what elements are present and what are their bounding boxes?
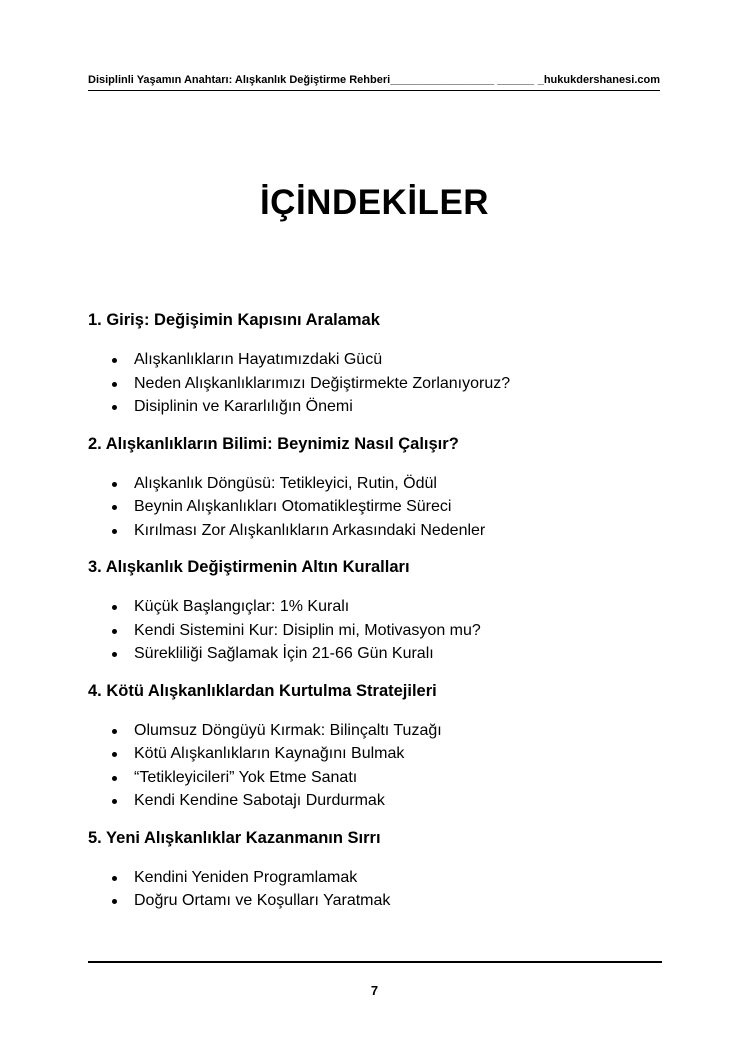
toc-item-list [88,866,668,913]
header-book-title: Disiplinli Yaşamın Anahtarı: Alışkanlık Değiştirme Rehberi_________________ ______ [88,74,534,86]
table-of-contents [88,308,668,926]
toc-item [88,348,668,372]
toc-item-label: Beynin Alışkanlıkları Otomatikleştirme Süreci [134,498,452,515]
toc-item [88,519,668,543]
toc-item-label: Kendini Yeniden Programlamak [134,868,358,886]
toc-item-list [88,348,668,419]
toc-section-5 [88,826,668,913]
toc-item-label: Kırılması Zor Alışkanlıkların Arkasındaki Nedenler [134,521,486,539]
toc-item-label: Neden Alışkanlıklarımızı Değiştirmekte Zorlanıyoruz? [134,374,511,392]
toc-item [88,719,668,743]
bullet-icon [112,652,117,657]
toc-item [88,889,668,913]
bullet-icon [112,899,117,904]
toc-section-1 [88,308,668,419]
toc-item-label: Disiplinin ve Kararlılığın Önemi [134,398,353,415]
toc-item [88,789,668,813]
toc-item [88,642,668,666]
toc-item [88,619,668,643]
bullet-icon [112,605,117,610]
toc-item-label: Alışkanlık Döngüsü: Tetikleyici, Rutin, Ödül [134,474,437,492]
bullet-icon [112,358,117,363]
bullet-icon [112,776,117,781]
toc-item-list [88,595,668,666]
bullet-icon [112,529,117,534]
bullet-icon [112,729,117,734]
toc-item-label: Sürekliliği Sağlamak İçin 21-66 Gün Kuralı [134,645,434,662]
toc-item-label: Alışkanlıkların Hayatımızdaki Gücü [134,351,383,368]
toc-item [88,595,668,619]
toc-section-heading: 5. Yeni Alışkanlıklar Kazanmanın Sırrı [88,828,381,847]
bullet-icon [112,505,117,510]
toc-item [88,372,668,396]
page-number: 7 [370,983,379,998]
toc-section-2 [88,432,668,543]
toc-item [88,472,668,496]
toc-section-heading: 3. Alışkanlık Değiştirmenin Altın Kuralları [88,558,410,576]
toc-section-4 [88,679,668,813]
toc-item-label: Doğru Ortamı ve Koşulları Yaratmak [134,892,391,909]
toc-item-label: Küçük Başlangıçlar: 1% Kuralı [134,598,350,615]
bullet-icon [112,876,117,881]
toc-item-label: Kendi Kendine Sabotajı Durdurmak [134,792,385,809]
toc-item-label: Olumsuz Döngüyü Kırmak: Bilinçaltı Tuzağı [134,721,442,739]
toc-item-label: Kötü Alışkanlıkların Kaynağını Bulmak [134,745,405,762]
toc-item-list [88,719,668,813]
toc-item [88,766,668,790]
bullet-icon [112,382,117,387]
bullet-icon [112,752,117,757]
toc-section-heading: 2. Alışkanlıkların Bilimi: Beynimiz Nasıl Çalışır? [88,434,459,453]
running-header [88,72,660,91]
toc-item [88,395,668,419]
toc-item [88,495,668,519]
header-website: _hukukdershanesi.com [537,74,660,86]
toc-item-label: “Tetikleyicileri” Yok Etme Sanatı [134,768,358,786]
toc-item [88,866,668,890]
toc-section-heading: 1. Giriş: Değişimin Kapısını Aralamak [88,311,380,329]
toc-item-list [88,472,668,543]
bullet-icon [112,482,117,487]
bullet-icon [112,629,117,634]
toc-item [88,742,668,766]
page-title: İÇİNDEKİLER [259,183,490,222]
bullet-icon [112,799,117,804]
toc-section-3 [88,555,668,666]
toc-section-heading: 4. Kötü Alışkanlıklardan Kurtulma Stratejileri [88,681,437,700]
toc-item-label: Kendi Sistemini Kur: Disiplin mi, Motivasyon mu? [134,621,481,639]
footer-divider [88,961,662,963]
bullet-icon [112,405,117,410]
